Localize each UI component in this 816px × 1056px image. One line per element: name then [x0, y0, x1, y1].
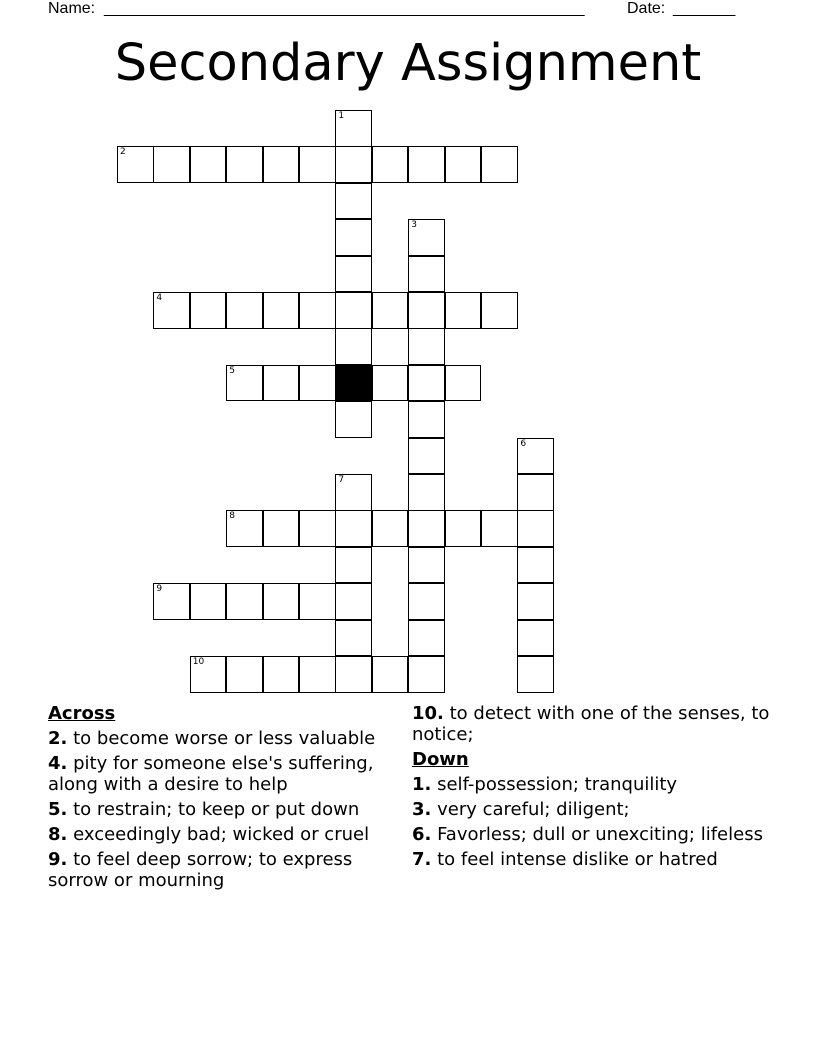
- grid-cell[interactable]: [153, 292, 190, 329]
- clue-number: 4.: [48, 753, 68, 774]
- grid-cell[interactable]: [190, 146, 227, 183]
- clue-number: 3.: [412, 799, 432, 820]
- grid-cell[interactable]: [335, 620, 372, 657]
- across-heading: Across: [48, 703, 116, 724]
- clue-number: 6.: [412, 824, 432, 845]
- grid-cell[interactable]: [190, 656, 227, 693]
- clue-down-7: [412, 849, 774, 870]
- clue-text: to detect with one of the senses, to notice;: [412, 703, 770, 745]
- cell-number: 10: [192, 657, 205, 667]
- clue-text: exceedingly bad; wicked or cruel: [73, 824, 370, 845]
- cell-number: 2: [120, 147, 126, 158]
- clues-left-column: [48, 703, 410, 895]
- grid-cell[interactable]: [408, 365, 445, 402]
- clue-down-3: [412, 799, 774, 820]
- grid-cell[interactable]: [263, 510, 300, 547]
- name-blank: ______________________________________________________: [104, 0, 585, 17]
- clue-number: 8.: [48, 824, 68, 845]
- cell-number: 5: [229, 365, 235, 376]
- cell-number: 3: [411, 220, 417, 231]
- grid-cell[interactable]: [408, 256, 445, 293]
- grid-cell[interactable]: [408, 474, 445, 511]
- black-square: [335, 365, 372, 402]
- grid-cell[interactable]: [445, 365, 482, 402]
- grid-cell[interactable]: [372, 292, 409, 329]
- grid-cell[interactable]: [481, 292, 518, 329]
- grid-cell[interactable]: [263, 583, 300, 620]
- clue-text: to feel intense dislike or hatred: [437, 849, 718, 870]
- grid-cell[interactable]: [299, 510, 336, 547]
- clue-number: 2.: [48, 728, 68, 749]
- clue-number: 1.: [412, 774, 432, 795]
- grid-cell[interactable]: [263, 292, 300, 329]
- clue-number: 10.: [412, 703, 444, 724]
- grid-cell[interactable]: [408, 401, 445, 438]
- grid-cell[interactable]: [299, 656, 336, 693]
- grid-cell[interactable]: [408, 583, 445, 620]
- grid-cell[interactable]: [335, 183, 372, 220]
- clue-across-9: [48, 849, 410, 891]
- grid-cell[interactable]: [408, 547, 445, 584]
- grid-cell[interactable]: [408, 219, 445, 256]
- name-label: Name:: [48, 0, 96, 17]
- clue-number: 7.: [412, 849, 432, 870]
- clue-text: Favorless; dull or unexciting; lifeless: [437, 824, 763, 845]
- grid-cell[interactable]: [226, 656, 263, 693]
- grid-cell[interactable]: [408, 292, 445, 329]
- grid-cell[interactable]: [335, 292, 372, 329]
- grid-cell[interactable]: [335, 656, 372, 693]
- grid-cell[interactable]: [335, 474, 372, 511]
- grid-cell[interactable]: [335, 219, 372, 256]
- grid-cell[interactable]: [481, 146, 518, 183]
- grid-cell[interactable]: [117, 146, 154, 183]
- grid-cell[interactable]: [335, 146, 372, 183]
- page-title: Secondary Assignment: [114, 34, 702, 93]
- cell-number: 8: [229, 511, 235, 522]
- grid-cell[interactable]: [190, 583, 227, 620]
- grid-cell[interactable]: [226, 583, 263, 620]
- clue-across-2: [48, 728, 410, 749]
- grid-cell[interactable]: [226, 510, 263, 547]
- grid-cell[interactable]: [408, 146, 445, 183]
- grid-cell[interactable]: [263, 365, 300, 402]
- grid-cell[interactable]: [335, 583, 372, 620]
- grid-cell[interactable]: [372, 365, 409, 402]
- clue-down-1: [412, 774, 774, 795]
- grid-cell[interactable]: [263, 146, 300, 183]
- grid-cell[interactable]: [190, 292, 227, 329]
- clue-number: 9.: [48, 849, 68, 870]
- grid-cell[interactable]: [408, 656, 445, 693]
- grid-cell[interactable]: [445, 146, 482, 183]
- grid-cell[interactable]: [226, 365, 263, 402]
- grid-cell[interactable]: [408, 438, 445, 475]
- grid-cell[interactable]: [226, 292, 263, 329]
- grid-cell[interactable]: [408, 510, 445, 547]
- cell-number: 6: [520, 438, 527, 449]
- clue-across-5: [48, 799, 410, 820]
- grid-cell[interactable]: [153, 146, 190, 183]
- grid-cell[interactable]: [335, 256, 372, 293]
- clue-number: 5.: [48, 799, 68, 820]
- grid-cell[interactable]: [408, 620, 445, 657]
- grid-cell[interactable]: [481, 510, 518, 547]
- grid-cell[interactable]: [517, 438, 554, 475]
- grid-cell[interactable]: [517, 583, 554, 620]
- grid-cell[interactable]: [335, 328, 372, 365]
- grid-cell[interactable]: [372, 656, 409, 693]
- grid-cell[interactable]: [517, 656, 554, 693]
- clue-text: to restrain; to keep or put down: [73, 799, 360, 820]
- down-heading: Down: [412, 749, 469, 770]
- grid-cell[interactable]: [335, 510, 372, 547]
- grid-cell[interactable]: [226, 146, 263, 183]
- grid-cell[interactable]: [372, 146, 409, 183]
- clue-across-8: [48, 824, 410, 845]
- clue-across-4: [48, 753, 410, 795]
- grid-cell[interactable]: [517, 510, 554, 547]
- clue-across-10: [412, 703, 774, 745]
- date-blank: _______: [673, 0, 736, 17]
- grid-cell[interactable]: [517, 547, 554, 584]
- grid-cell[interactable]: [445, 510, 482, 547]
- grid-cell[interactable]: [335, 401, 372, 438]
- clue-text: very careful; diligent;: [437, 799, 630, 820]
- clue-text: pity for someone else's suffering, along with a desire to help: [48, 753, 374, 795]
- grid-cell[interactable]: [445, 292, 482, 329]
- grid-cell[interactable]: [153, 583, 190, 620]
- grid-cell[interactable]: [263, 656, 300, 693]
- clue-text: self-possession; tranquility: [437, 774, 678, 795]
- clue-text: to become worse or less valuable: [73, 728, 376, 749]
- grid-cell[interactable]: [517, 474, 554, 511]
- cell-number: 9: [156, 584, 163, 595]
- clue-text: to feel deep sorrow; to express sorrow or mourning: [48, 849, 353, 891]
- grid-cell[interactable]: [335, 547, 372, 584]
- grid-cell[interactable]: [335, 110, 372, 147]
- cell-number: 7: [338, 475, 345, 485]
- grid-cell[interactable]: [517, 620, 554, 657]
- clue-down-6: [412, 824, 774, 845]
- clues-right-column: [412, 703, 774, 874]
- date-label: Date:: [627, 0, 666, 17]
- grid-cell[interactable]: [299, 583, 336, 620]
- cell-number: 1: [338, 111, 345, 121]
- grid-cell[interactable]: [299, 365, 336, 402]
- grid-cell[interactable]: [372, 510, 409, 547]
- grid-cell[interactable]: [299, 292, 336, 329]
- grid-cell[interactable]: [408, 328, 445, 365]
- cell-number: 4: [156, 293, 163, 303]
- grid-cell[interactable]: [299, 146, 336, 183]
